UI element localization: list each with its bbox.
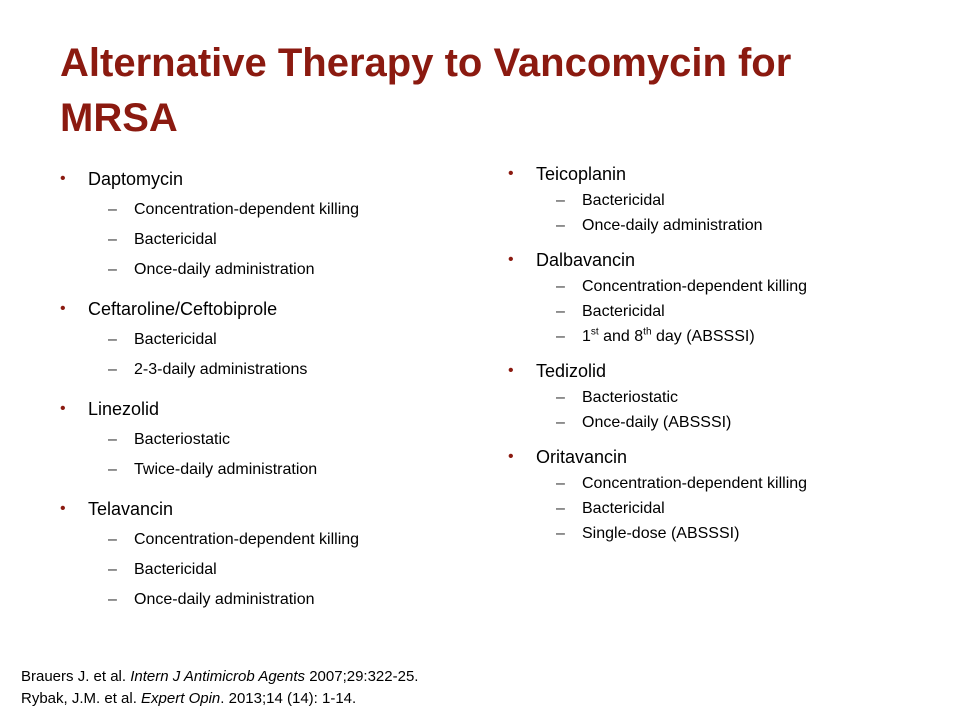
bullet-icon: •	[508, 362, 514, 379]
dash-icon: –	[108, 431, 117, 448]
left-column	[60, 166, 480, 620]
bullet-icon: •	[508, 448, 514, 465]
reference-line: Rybak, J.M. et al. Expert Opin. 2013;14 (14): 1-14.	[21, 690, 357, 707]
drug-property: – Bactericidal	[108, 231, 217, 248]
bullet-icon: •	[508, 251, 514, 268]
drug-name: Daptomycin	[88, 169, 184, 189]
dash-icon: –	[108, 531, 117, 548]
drug-property-dosing-days: – 1st and 8th day (ABSSSI)	[556, 326, 755, 345]
drug-property: – Concentration-dependent killing	[556, 278, 808, 295]
dash-icon: –	[556, 278, 565, 295]
drug-property: – Once-daily administration	[108, 591, 315, 608]
dash-icon: –	[108, 201, 117, 218]
drug-dalbavancin	[508, 247, 938, 347]
dash-icon: –	[556, 414, 565, 431]
drug-property: – 2-3-daily administrations	[108, 361, 308, 378]
drug-oritavancin	[508, 444, 938, 544]
drug-property: – Once-daily (ABSSSI)	[556, 414, 732, 431]
drug-property: – Concentration-dependent killing	[108, 531, 360, 548]
journal-name: Intern J Antimicrob Agents	[130, 668, 306, 685]
drug-name: Linezolid	[88, 399, 160, 419]
drug-telavancin	[60, 496, 480, 610]
slide-title-line-1: Alternative Therapy to Vancomycin for	[60, 41, 792, 85]
drug-property: – Bacteriostatic	[108, 431, 231, 448]
drug-name: Telavancin	[88, 499, 174, 519]
drug-property: – Concentration-dependent killing	[556, 475, 808, 492]
dash-icon: –	[108, 561, 117, 578]
dash-icon: –	[108, 361, 117, 378]
drug-property: – Twice-daily administration	[108, 461, 318, 478]
journal-name: Expert Opin	[141, 690, 221, 707]
bullet-icon: •	[60, 400, 66, 417]
drug-ceftaroline-ceftobiprole	[60, 296, 480, 380]
drug-teicoplanin	[508, 161, 938, 236]
drug-property: – Once-daily administration	[108, 261, 315, 278]
bullet-icon: •	[60, 300, 66, 317]
dash-icon: –	[556, 303, 565, 320]
drug-tedizolid	[508, 358, 938, 433]
bullet-icon: •	[60, 170, 66, 187]
drug-property: – Single-dose (ABSSSI)	[556, 525, 740, 542]
drug-name: Ceftaroline/Ceftobiprole	[88, 299, 278, 319]
drug-property: – Bactericidal	[108, 561, 217, 578]
drug-property: – Bactericidal	[556, 500, 665, 517]
drug-property: – Bacteriostatic	[556, 389, 679, 406]
drug-linezolid	[60, 396, 480, 480]
bullet-icon: •	[60, 500, 66, 517]
drug-name: Dalbavancin	[536, 250, 636, 270]
drug-name: Teicoplanin	[536, 164, 627, 184]
dash-icon: –	[556, 525, 565, 542]
drug-property: – Bactericidal	[556, 192, 665, 209]
references	[21, 666, 921, 710]
dash-icon: –	[556, 500, 565, 517]
dash-icon: –	[108, 261, 117, 278]
slide-title	[60, 36, 920, 146]
slide-title-line-2: MRSA	[60, 96, 178, 140]
drug-name: Oritavancin	[536, 447, 628, 467]
drug-property: – Bactericidal	[556, 303, 665, 320]
dash-icon: –	[108, 461, 117, 478]
right-column	[508, 161, 938, 549]
reference-line: Brauers J. et al. Intern J Antimicrob Agents 2007;29:322-25.	[21, 668, 419, 685]
dash-icon: –	[556, 328, 565, 345]
dash-icon: –	[556, 217, 565, 234]
dash-icon: –	[556, 389, 565, 406]
dash-icon: –	[556, 192, 565, 209]
drug-daptomycin	[60, 166, 480, 280]
dash-icon: –	[108, 331, 117, 348]
drug-property: – Once-daily administration	[556, 217, 763, 234]
drug-property: – Bactericidal	[108, 331, 217, 348]
drug-name: Tedizolid	[536, 361, 607, 381]
bullet-icon: •	[508, 165, 514, 182]
drug-property: – Concentration-dependent killing	[108, 201, 360, 218]
dash-icon: –	[556, 475, 565, 492]
dash-icon: –	[108, 231, 117, 248]
dash-icon: –	[108, 591, 117, 608]
